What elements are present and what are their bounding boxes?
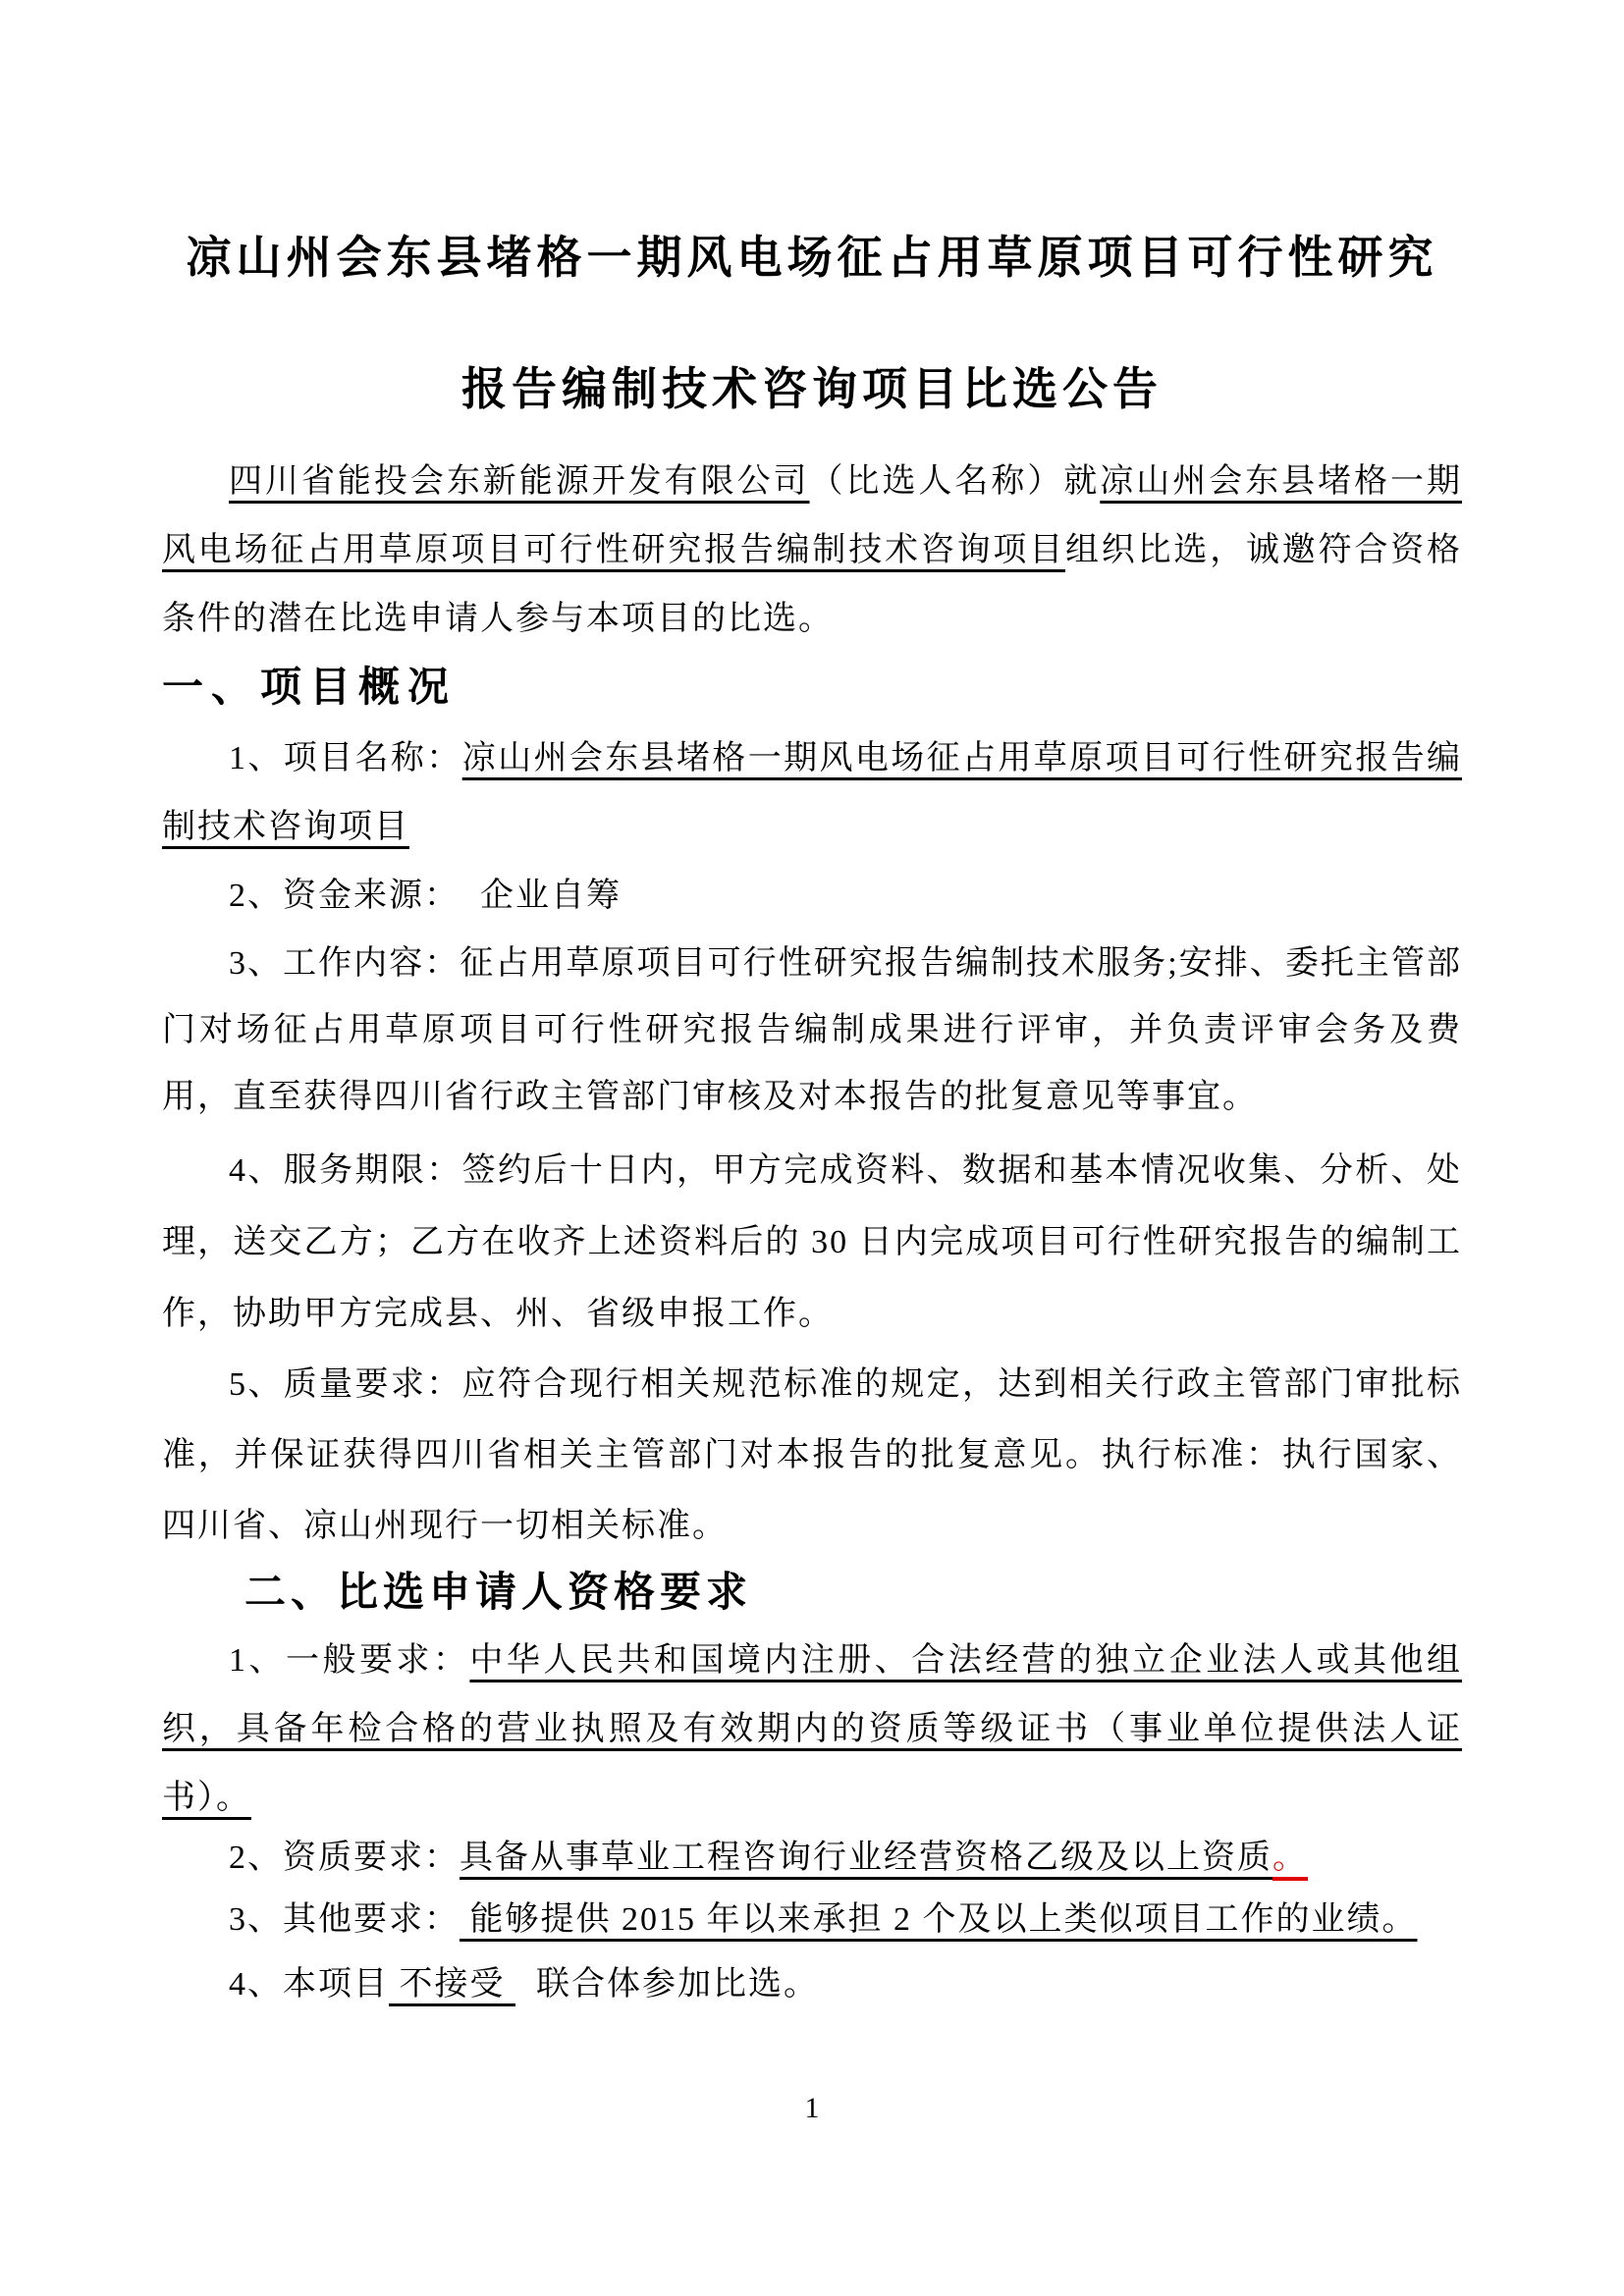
project-name-value: 凉山州会东县堵格一期风电场征占用草原项目可行性研究报告编制技术咨询项目 [162,740,1463,845]
section2-heading: 二、比选申请人资格要求 [244,1569,753,1615]
service-period-item: 4、服务期限：签约后十日内，甲方完成资料、数据和基本情况收集、分析、处 理，送交乙方；乙方在收齐上述资料后的 30 日内完成项目可行性研究报告的编制工作，协助甲方完成县、州、省级申报工作。 [162,1152,1473,1332]
intro-invitation-text: 组织比选，诚邀符合资格条件的潜在比选申请人参与本项目的比选。 [162,532,1462,637]
consortium-item [162,1954,1462,2015]
intro-bidder-name: 四川省能投会东新能源开发有限公司 [229,463,810,500]
doc-title-line1: 凉山州会东县堵格一期风电场征占用草原项目可行性研究 [186,233,1438,283]
project-name-label: 1、项目名称： [229,740,462,776]
work-content-item: 3、工作内容：征占用草原项目可行性研究报告编制技术服务;安排、委托主管部门对场征占用草原项目可行性研究报告编制成果进行评审，并负责评审会务及费用，直至获得四川省行政主管部门审核及对本报告的批复意见等事宜。 [162,945,1462,1115]
quality-requirement-item: 5、质量要求：应符合现行相关规范标准的规定，达到相关行政主管部门审批标准，并保证获得四川省相关主管部门对本报告的批复意见。执行标准：执行国家、四川省、凉山州现行一切相关标准。 [162,1366,1462,1544]
qualification-requirement-period: 。 [1272,1840,1308,1876]
page-number: 1 [804,2092,820,2124]
qualification-requirement-item [162,1829,1462,1888]
intro-project-name: 凉山州会东县堵格一期风电场征占用草原项目可行性研究报告编制技术咨询项目 [162,463,1463,568]
consortium-prefix: 4、本项目 [229,1966,389,2002]
intro-bidder-label: （比选人名称）就 [809,463,1101,500]
consortium-highlight: 不接受 [389,1966,515,2002]
consortium-suffix: 联合体参加比选。 [515,1966,819,2002]
qualification-requirement-label: 2、资质要求： [229,1840,460,1876]
general-requirement-value: 中华人民共和国境内注册、合法经营的独立企业法人或其他组织，具备年检合格的营业执照及有效期内的资质等级证书（事业单位提供法人证书）。 [162,1642,1463,1816]
section1-heading: 一、项目概况 [162,664,458,710]
general-requirement-item [162,1627,1462,1833]
other-requirement-value: 能够提供 2015 年以来承担 2 个及以上类似项目工作的业绩。 [460,1901,1418,1938]
other-requirement-label: 3、其他要求： [229,1901,460,1938]
qualification-requirement-value: 具备从事草业工程咨询行业经营资格乙级及以上资质 [460,1840,1272,1876]
intro-paragraph [162,448,1462,654]
funding-source-item: 2、资金来源： 企业自筹 [229,878,622,914]
doc-title-line2: 报告编制技术咨询项目比选公告 [461,364,1163,414]
other-requirement-item [162,1888,1462,1952]
general-requirement-label: 1、一般要求： [229,1642,470,1679]
project-name-item [162,724,1462,862]
